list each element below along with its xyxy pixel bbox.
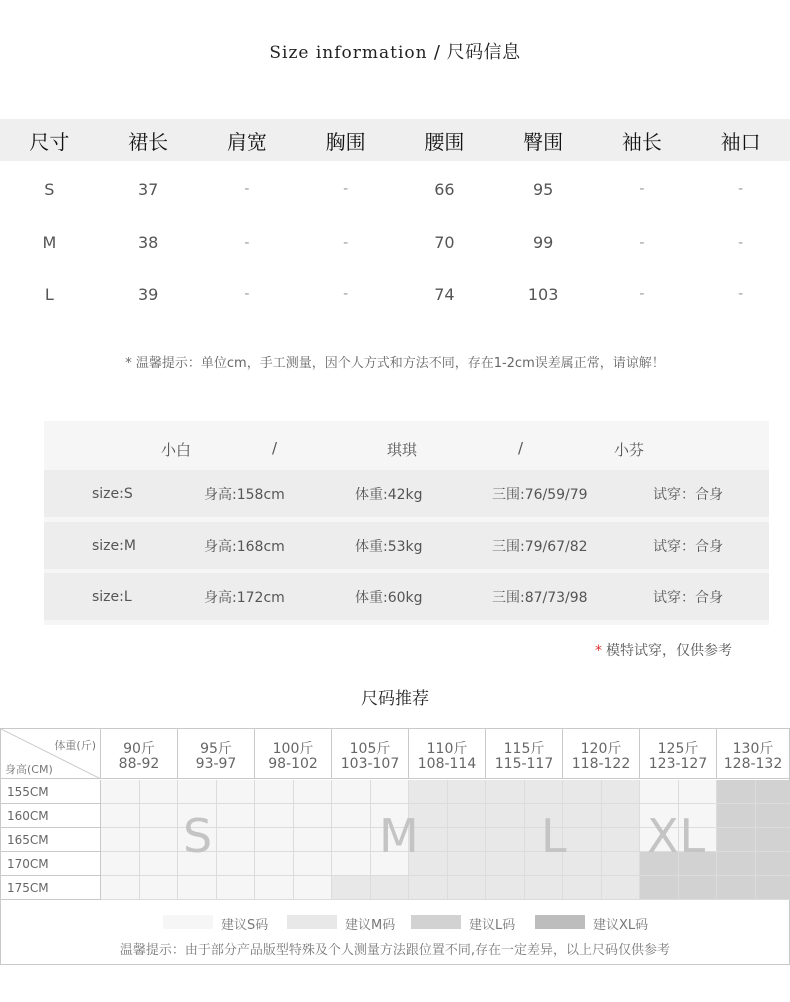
size-grid-cell <box>140 804 179 828</box>
model-cell: 体重:42kg <box>355 486 423 503</box>
size-grid-cell <box>448 780 487 804</box>
size-grid-cell <box>525 780 564 804</box>
size-table-row <box>0 269 790 321</box>
size-zone-label: M <box>379 809 420 863</box>
size-header-cell: 袖口 <box>720 129 761 154</box>
size-grid-cell <box>640 876 679 900</box>
model-row <box>44 522 769 569</box>
size-table-cell: - <box>244 181 250 197</box>
size-grid-cell <box>602 780 641 804</box>
legend-label: 建议S码 <box>221 918 269 933</box>
model-cell: 身高:172cm <box>204 589 285 606</box>
weight-label: 95斤 <box>200 741 232 757</box>
size-grid-cell <box>602 876 641 900</box>
weight-range: 103-107 <box>340 756 400 772</box>
size-grid-cell <box>178 876 217 900</box>
size-table-cell: - <box>738 286 744 303</box>
legend-label: 建议L码 <box>469 918 516 933</box>
size-grid-cell <box>486 876 525 900</box>
corner-weight-label: 体重(斤) <box>54 739 96 752</box>
size-table-header <box>0 119 790 161</box>
model-cell: 试穿：合身 <box>653 486 723 503</box>
model-row <box>44 573 769 620</box>
size-grid-cell <box>101 876 140 900</box>
size-grid-cell <box>332 876 371 900</box>
size-table-cell: - <box>738 181 744 197</box>
size-grid-cell <box>140 780 179 804</box>
size-table-cell: - <box>343 234 349 251</box>
size-grid-cell <box>217 828 256 852</box>
title-chinese: 尺码信息 <box>446 42 521 63</box>
size-grid-cell <box>294 804 333 828</box>
size-table-cell: 39 <box>137 284 159 304</box>
size-header-cell: 裙长 <box>128 129 169 154</box>
size-grid-cell <box>448 852 487 876</box>
height-row-label: 170CM <box>1 852 101 876</box>
size-header-cell: 袖长 <box>621 129 662 154</box>
legend-swatch <box>535 915 585 929</box>
weight-label: 100斤 <box>272 741 314 757</box>
size-grid-cell <box>294 852 333 876</box>
weight-range: 108-114 <box>417 756 477 772</box>
size-grid-cell <box>563 828 602 852</box>
size-grid-cell <box>717 828 756 852</box>
size-grid-cell <box>679 876 718 900</box>
weight-column-header <box>332 729 409 779</box>
size-grid-cell <box>178 780 217 804</box>
size-table-cell: - <box>343 286 349 303</box>
model-name: 小白 <box>161 441 192 459</box>
weight-column-header <box>717 729 789 779</box>
model-cell: 身高:168cm <box>204 538 285 555</box>
size-grid-cell <box>717 780 756 804</box>
size-grid-cell <box>101 804 140 828</box>
weight-label: 130斤 <box>732 741 774 757</box>
model-cell: 三围:79/67/82 <box>492 538 588 555</box>
measurement-note: * 温馨提示：单位cm，手工测量，因个人方式和方法不同，存在1-2cm误差属正常，请谅解！ <box>125 356 665 371</box>
weight-label: 110斤 <box>426 741 468 757</box>
size-grid-cell <box>602 828 641 852</box>
model-cell: 体重:53kg <box>355 538 423 555</box>
model-note-star: * <box>595 643 602 659</box>
size-grid-cell <box>294 876 333 900</box>
size-grid-cell <box>409 876 448 900</box>
size-grid-cell <box>140 828 179 852</box>
size-table-cell: M <box>42 233 57 253</box>
size-grid-cell <box>255 780 294 804</box>
size-grid-cell <box>101 780 140 804</box>
size-grid-cell <box>255 804 294 828</box>
size-grid-cell <box>602 852 641 876</box>
size-header-cell: 胸围 <box>325 129 366 154</box>
model-cell: size:M <box>92 537 136 554</box>
size-header-cell: 肩宽 <box>226 129 267 154</box>
size-grid-cell <box>525 876 564 900</box>
size-grid-cell <box>217 876 256 900</box>
size-grid-cell <box>409 780 448 804</box>
size-grid-cell <box>294 780 333 804</box>
size-grid-cell <box>717 852 756 876</box>
size-grid-cell <box>486 804 525 828</box>
size-grid-cell <box>101 828 140 852</box>
model-note <box>595 640 732 660</box>
model-cell: size:L <box>92 588 132 605</box>
model-table <box>44 421 769 625</box>
size-grid-cell <box>217 852 256 876</box>
size-grid-cell <box>563 876 602 900</box>
size-header-cell: 腰围 <box>424 129 465 154</box>
size-grid-cell <box>486 780 525 804</box>
model-cell: 试穿：合身 <box>653 589 723 606</box>
size-grid-cell <box>140 852 179 876</box>
size-grid-cell <box>332 780 371 804</box>
model-note-text: 模特试穿，仅供参考 <box>606 643 732 659</box>
height-row-label: 160CM <box>1 804 101 828</box>
recommend-header <box>1 729 789 779</box>
weight-label: 120斤 <box>580 741 622 757</box>
weight-column-header <box>178 729 255 779</box>
size-grid-cell <box>448 876 487 900</box>
weight-range: 118-122 <box>571 756 631 772</box>
size-grid-cell <box>371 780 410 804</box>
size-grid-cell <box>294 828 333 852</box>
title-separator: / <box>427 42 447 63</box>
recommend-tip: 温馨提示：由于部分产品版型特殊及个人测量方法跟位置不同,存在一定差异，以上尺码仅供参考 <box>119 943 671 958</box>
weight-label: 115斤 <box>503 741 545 757</box>
weight-range: 128-132 <box>723 756 783 772</box>
size-table-cell: 74 <box>434 284 455 304</box>
legend-swatch <box>411 915 461 929</box>
size-zone-label: XL <box>647 809 707 863</box>
model-name-separator: / <box>272 439 278 457</box>
model-name: 琪琪 <box>387 441 418 459</box>
legend-label: 建议XL码 <box>593 918 649 933</box>
size-table-cell: 37 <box>137 179 159 199</box>
size-grid-cell <box>486 852 525 876</box>
size-grid-cell <box>756 828 790 852</box>
size-table-cell: S <box>44 179 55 199</box>
size-grid-cell <box>255 852 294 876</box>
size-table-body <box>0 161 790 320</box>
weight-column-header <box>640 729 717 779</box>
weight-range: 88-92 <box>118 756 160 772</box>
height-row-label: 165CM <box>1 828 101 852</box>
size-grid-cell <box>371 876 410 900</box>
size-table-cell: 70 <box>434 233 455 253</box>
model-cell: 身高:158cm <box>204 486 285 503</box>
size-grid-cell <box>756 852 790 876</box>
size-table-cell: 38 <box>137 233 159 253</box>
size-grid-cell <box>255 828 294 852</box>
size-grid-cell <box>602 804 641 828</box>
size-grid-cell <box>448 804 487 828</box>
weight-label: 90斤 <box>123 741 155 757</box>
model-cell: 三围:76/59/79 <box>492 486 588 503</box>
size-grid-cell <box>217 780 256 804</box>
size-grid-cell <box>140 876 179 900</box>
size-grid-cell <box>756 780 790 804</box>
size-grid-cell <box>448 828 487 852</box>
weight-column-header <box>255 729 332 779</box>
legend-swatch <box>163 915 213 929</box>
size-grid-cell <box>486 828 525 852</box>
size-table-cell: - <box>244 234 250 251</box>
size-grid-cell <box>332 804 371 828</box>
weight-label: 125斤 <box>657 741 699 757</box>
recommend-title: 尺码推荐 <box>361 689 429 709</box>
recommend-legend <box>1 914 789 934</box>
size-table-cell: - <box>639 286 645 303</box>
model-row <box>44 470 769 517</box>
model-cell: 三围:87/73/98 <box>492 589 588 606</box>
size-header-cell: 臀围 <box>523 129 564 154</box>
size-table-row <box>0 217 790 269</box>
size-grid-cell <box>679 780 718 804</box>
size-grid-cell <box>717 804 756 828</box>
size-grid-cell <box>640 780 679 804</box>
size-table-cell: 103 <box>527 284 559 304</box>
size-grid-cell <box>756 804 790 828</box>
weight-column-header <box>563 729 640 779</box>
size-grid-cell <box>563 780 602 804</box>
size-zone-label: L <box>541 809 568 863</box>
corner-height-label: 身高(CM) <box>5 763 53 776</box>
weight-label: 105斤 <box>349 741 391 757</box>
weight-range: 123-127 <box>648 756 708 772</box>
size-grid-cell <box>756 876 790 900</box>
weight-column-header <box>101 729 178 779</box>
size-grid-cell <box>332 828 371 852</box>
size-table-cell: - <box>244 286 250 303</box>
legend-label: 建议M码 <box>345 918 396 933</box>
size-grid-cell <box>717 876 756 900</box>
size-grid-cell <box>101 852 140 876</box>
size-header-cell: 尺寸 <box>29 129 70 154</box>
size-table-cell: - <box>639 181 645 197</box>
weight-column-header <box>409 729 486 779</box>
size-zone-label: S <box>183 809 214 863</box>
legend-swatch <box>287 915 337 929</box>
height-row-label: 155CM <box>1 780 101 804</box>
model-name: 小芬 <box>614 441 645 459</box>
weight-range: 98-102 <box>268 756 318 772</box>
model-cell: 体重:60kg <box>355 589 423 606</box>
size-grid-cell <box>563 852 602 876</box>
page-title <box>0 38 790 64</box>
model-name-separator: / <box>518 439 524 457</box>
size-grid-cell <box>332 852 371 876</box>
size-table-cell: 66 <box>434 179 455 199</box>
size-grid-cell <box>563 804 602 828</box>
model-names-row <box>44 421 769 473</box>
model-cell: 试穿：合身 <box>653 538 723 555</box>
size-grid-cell <box>217 804 256 828</box>
height-row-label: 175CM <box>1 876 101 900</box>
model-cell: size:S <box>92 485 133 502</box>
weight-range: 93-97 <box>195 756 237 772</box>
size-recommend-chart <box>0 728 790 965</box>
size-table-cell: 99 <box>532 233 554 253</box>
size-table-cell: - <box>343 181 349 197</box>
size-table <box>0 119 790 320</box>
weight-range: 115-117 <box>494 756 554 772</box>
size-table-cell: - <box>639 234 645 251</box>
size-table-row <box>0 161 790 217</box>
size-table-cell: L <box>44 284 54 304</box>
recommend-corner-cell <box>1 729 101 779</box>
title-english: Size information <box>269 43 428 63</box>
size-grid-cell <box>255 876 294 900</box>
size-table-cell: - <box>738 234 744 251</box>
size-table-cell: 95 <box>532 179 554 199</box>
weight-column-header <box>486 729 563 779</box>
